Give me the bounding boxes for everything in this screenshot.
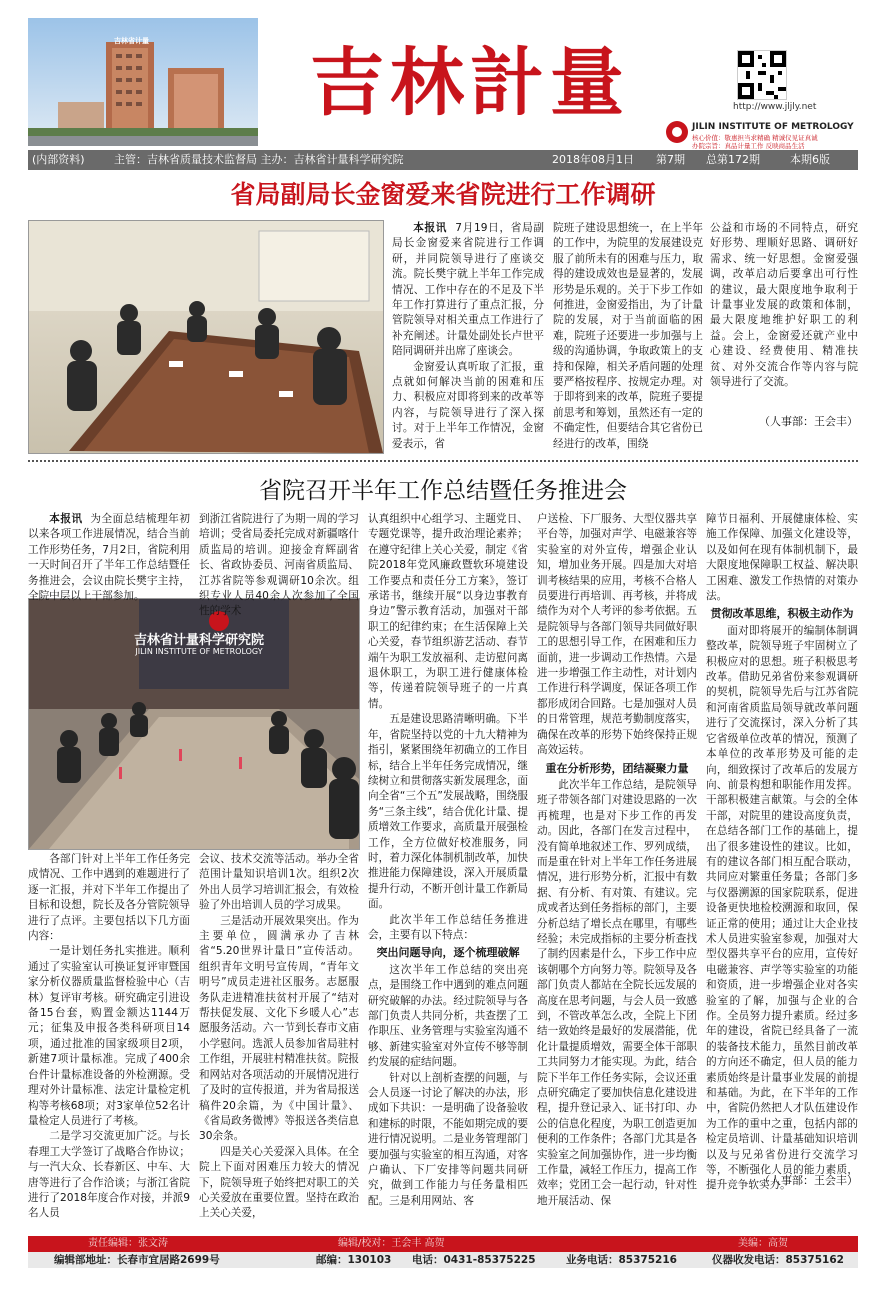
article2-c3-p5: 针对以上剖析查摆的问题，与会人员逐一讨论了解决的办法，形成如下共识：一是明确了设备验收和建标的时限，不能如期完成的要进行情况说明。二是业务管理部门要加强与实验室的相互沟通，对客户确认、下厂安排等问题共同研究，做到工作能力与任务量相匹配。三是利用网站、客 [368, 1071, 528, 1207]
newspaper-title: 吉林計量 [310, 40, 630, 126]
article1-col3 [710, 221, 858, 391]
article1-col2 [553, 221, 703, 455]
article2-c2-p1: 会议、技术交流等活动。举办全省范围计量知识培训1次。组织2次外出人员学习培训汇报会，有效检验了外出培训人员的学习成果。 [199, 853, 359, 912]
article2-headline: 省院召开半年工作总结暨任务推进会 [259, 478, 627, 504]
article2-c3-subhead: 突出问题导向，逐个梳理破解 [376, 946, 520, 960]
article2-c4-subhead: 重在分析形势，团结凝聚力量 [545, 761, 689, 775]
institute-en: JILIN INSTITUTE OF METROLOGY [692, 122, 854, 132]
info-bar [28, 150, 858, 170]
photo-banner-cn: 吉林省计量科学研究院 [133, 633, 264, 648]
sponsor-info: 主管：吉林省质量技术监督局 主办：吉林省计量科学研究院 [114, 153, 404, 166]
article2-c2-p2: 三是活动开展效果突出。作为主要单位，圆满承办了吉林省“5.20世界计量日”宣传活动。组织青年文明号宣传周，“青年文明号”成员走进社区服务。志愿服务队走进精准扶贫村开展了“结对帮扶促发展、文化下乡暖人心”志愿服务活动。六一节到长春市文庙小学慰问。选派人员参加省局驻村工作组，开展驻村精准扶贫。院报和网站对各项活动的开展情况进行了及时的宣传报道，并为省局报送稿件20余篇，为《中国计量》、《省局政务微博》等报送各类信息30余条。 [199, 914, 359, 1143]
article2-c3-p4: 这次半年工作总结的突出亮点，是围绕工作中遇到的难点问题研究破解的办法。经过院领导与各部门负责人共同分析，共查摆了工作职压、业务管理与实验室沟通不够、新建实验室对外宣传不够等制约发展的症结问题。 [368, 963, 528, 1069]
article2-c3-p1: 认真组织中心组学习、主题党日、专题党课等，提升政治理论素养；在遵守纪律上关心关爱，制定《省院2018年党风廉政暨软环境建设工作要点和责任分工方案》，签订承诺书，继续开展“以身边事教育身边”警示教育活动，加强对干部职工的纪律约束；在生活保障上关心关爱，春节组织游艺活动、春节端午为职工发放福利、走访慰问离退休职工，为职工进行健康体检等，传递着院领导班子的一片真情。 [368, 513, 528, 710]
footer-contact-bar [28, 1252, 858, 1268]
postcode: 邮编：130103 [316, 1254, 392, 1266]
article1-col3-text: 公益和市场的不同特点，研究好形势、理顺好思路、调研好需求、统一好思想。金窗爱强调，改革启动后要拿出可行性的建议，最大限度地争取利于计量事业发展的政策和体制，最大限度地维护好职工的利益。会上，金窗爱还就产业中心建设、经费使用、精准扶贫、对外交流合作等内容与院领导进行了交流。 [710, 222, 858, 389]
article2-c2-bottom [199, 852, 359, 1230]
editor-proofreader: 编辑/校对：王会丰 高贺 [338, 1238, 445, 1249]
article2-c1-top [28, 512, 191, 603]
qr-code [737, 50, 787, 100]
article2-c1-top-text: 为全面总结梳理年初以来各项工作进展情况，结合当前工作形势任务，7月2日，省院利用一天时间召开了半年工作总结暨任务推进会，会议由院长樊宇主持，全院中层以上干部参加。 [28, 513, 191, 603]
footer-credits-bar [28, 1236, 858, 1252]
section-divider [28, 460, 858, 462]
article1-col2-text: 院班子建设思想统一，在上半年的工作中，为院里的发展建设克服了前所未有的困难与压力，取得的建设成效也是显著的，发展形势是乐观的。关于下步工作如何推进，金窗爱指出，为了计量院的发展，对于当前面临的困难，院班子还要进一步加强与上级的沟通协调，争取政策上的支持和保障，相关矛盾问题的处理要严格按程序、按规定办理。对于即将到来的改革，院班子要提前思考和筹划，虽然还有一定的不确定性，但要结合其它省份已经进行的改革，围绕 [553, 222, 703, 450]
institute-logo [666, 121, 688, 143]
article1-lead: 本报讯 [413, 222, 448, 234]
art-editor: 美编：高贺 [738, 1238, 788, 1249]
phone: 电话：0431-85375225 [412, 1254, 536, 1266]
motto-line-2: 办院宗旨：真品计量工作 反映商品生活 [692, 142, 805, 150]
article2-photo [28, 598, 360, 850]
article2-c4-p1: 户送检、下厂服务、大型仪器共享平台等，加强对声学、电磁兼容等实验室的对外宣传，增强企业认知，增加业务开展。四是加大对培训考核结果的应用，考核不合格人员要进行再培训、再考核，并将成绩作为对个人考评的参考依据。五是院领导与各部门领导共同做好职工的思想引导工作，在困难和压力面前，进一步调动工作热情。六是进一步增强工作主动性，对计划内工作进行科学调度，保证各项工作都形成闭合回路。七是加强对人员的日常管理，规范考勤制度落实，确保在改革的形势下始终保持正规高效运转。 [537, 513, 697, 757]
article2-c4 [537, 512, 697, 1230]
page-count: 本期6版 [790, 153, 830, 166]
article2-c1-p1: 各部门针对上半年工作任务完成情况、工作中遇到的难题进行了逐一汇报，并对下半年工作提出了目标和设想，院长及各分管院领导进行了点评。主要包括以下几方面内容： [28, 853, 190, 943]
article2-c2-top-text: 到浙江省院进行了为期一周的学习培训；受省局委托完成对新疆喀什质监局的培训。迎接金育辉副省长、省政协委员、河南省质监局、江苏省院等参观调研10余次。组织专业人员40余人次参加了全国性的学术 [199, 513, 359, 618]
article1-headline: 省局副局长金窗爱来省院进行工作调研 [230, 180, 656, 209]
article1-byline: （人事部：王会丰） [759, 415, 858, 428]
article2-c3-p3: 此次半年工作总结任务推进会，主要有以下特点： [368, 913, 528, 941]
article2-byline: （人事部：王会丰） [759, 1174, 858, 1187]
article2-c1-bottom [28, 852, 190, 1230]
photo-banner-en: JILIN INSTITUTE OF METROLOGY [135, 647, 263, 656]
article2-lead: 本报讯 [49, 513, 83, 525]
responsible-editor: 责任编辑：张文涛 [88, 1238, 168, 1249]
instrument-phone: 仪器收发电话：85375162 [712, 1254, 844, 1266]
editorial-address: 编辑部地址：长春市宜居路2699号 [54, 1254, 220, 1266]
internal-label: (内部资料) [32, 153, 85, 166]
article2-c1-p2: 一是计划任务扎实推进。顺利通过了实验室认可换证复评审暨国家分析仪器质量监督检验中心（吉林）复评审考核。研究确定引进设备15台套，购置金额达1144万元；征集及申报各类科研项目14项，通过批准的国家级项目2项，新建7项计量标准。完成了400余台件计量标准设备的外检溯源。受理对外计量标准、法定计量检定机构等考核68项；对3家单位52名计量检定人员进行了考核。 [28, 945, 190, 1127]
article2-c5-subhead: 贯彻改革思维，积极主动作为 [710, 607, 854, 621]
article2-c5-p2: 面对即将展开的编制体制调整改革，院领导班子牢固树立了积极应对的思想。班子积极思考改革。借助兄弟省份来参观调研的契机，院领导先后与江苏省院和河南省质监局领导就改革问题进行了交流探讨，深入分析了其它省级单位改革的情况，预测了本单位的改革形势及可能的走向，细致探讨了改革后的发展方向、前景构想和职能作用发挥。干部积极建言献策。与会的全体干部，对院里的建设高度负责，在总结各部门工作的基础上，提出了很多建设性的建议。比如，有的建议各部门相互配合联动，共同应对繁重任务量；各部门多与仪器溯源的国家院联系，促进设备更快地检校溯源和取回，保证正常的使用；通过让大企业技术人员进实验室参观，加强对大型仪器共享平台的应用，宣传好电磁兼容、声学等实验室的功能和资质，进一步增强企业对各实验室的了解，加强与企业的合作。全员努力提升素质。经过多年的建设，省院已经具备了一流的装备技术能力，虽然目前改革的方向还不确定，但人员的能力素质始终是计量事业发展的前提和基础。为此，在下半年的工作中，省院仍然把人才队伍建设作为工作的重中之重，包括内部的检定员培训、计量基础知识培训以及与兄弟省份进行交流学习等，不断强化人员的能力素质，提升竞争软实力。 [706, 624, 858, 1192]
motto-line-1: 核心价值：敬惠担当求精确 精诚仪见证真诚 [692, 134, 818, 142]
article2-c1-p3: 二是学习交流更加广泛。与长春理工大学签订了战略合作协议；与一汽大众、长春新区、中车、大唐等进行了合作洽谈；与浙江省院进行了2018年度合作对接，并派9名人员 [28, 1130, 190, 1220]
article1-photo [28, 220, 384, 454]
article1-col1-p2: 金窗爱认真听取了汇报，重点就如何解决当前的困难和压力、积极应对即将到来的改革等内容，与院领导进行了深入探讨。对于上半年工作情况，金窗爱表示，省 [392, 360, 544, 450]
article2-c2-top [199, 512, 359, 618]
article1-col1-p1: 7月19日，省局副局长金窗爱来省院进行工作调研，并同院领导进行了座谈交流。院长樊宇就上半年工作完成情况、工作中存在的不足及下半年工作打算进行了重点汇报，分管院领导对相关重点工作进行了补充阐述。计量处副处长卢世平陪同调研并出席了座谈会。 [392, 222, 544, 358]
total-issue: 总第172期 [706, 153, 760, 166]
issue-number: 第7期 [656, 153, 685, 166]
building-illustration [28, 18, 258, 146]
business-phone: 业务电话：85375216 [566, 1254, 677, 1266]
article2-c3-p2: 五是建设思路清晰明确。下半年，省院坚持以党的十九大精神为指引，紧紧围绕年初确立的工作目标，结合上半年任务完成情况，继续树立和贯彻落实新发展理念，面向全省“三个五”发展战略，围绕服务“三条主线”，结合优化计量、提质增效工作要求，高质量开展强检工作，全方位做好校准服务，同时，着力深化体制机制改革，加快推进能力保障建设，深入开展质量提升行动，不断开创计量工作新局面。 [368, 713, 528, 911]
masthead [0, 0, 886, 150]
article2-c3 [368, 512, 528, 1230]
article2-c2-p3: 四是关心关爱深入具体。在全院上下面对困难压力较大的情况下，院领导班子始终把对职工的关心关爱放在重要位置。坚持在政治上关心关爱， [199, 1145, 359, 1220]
issue-date: 2018年08月1日 [552, 153, 634, 166]
article1-col1 [392, 221, 544, 455]
article2-c4-p2: 此次半年工作总结，是院领导班子带领各部门对建设思路的一次再梳理，也是对下步工作的再发动。因此，各部门在发言过程中，没有简单地叙述工作、罗列成绩，而是重在针对上半年工作任务进展情况，进行形势分析，汇报中有数据、有分析、有对策、有建议。完成或者达到任务指标的部门，主要分析总结了增长点在哪里，有哪些经验；未完成指标的主要分析查找了制约因素是什么，下步工作中应该朝哪个方向努力等。院领导及各部门负责人都站在全院长远发展的高度在思考问题，与会人员一致感到，不管改革怎么改，全院上下团结一致始终是最好的发展潜能，优化计量提质增效，需要全体干部职工共同努力才能实现。为此，结合院下半年工作任务实际，会议还重点研究确定了要加快信息化建设进程，提升登记录入、证书打印、办公的信息化程度，为职工创造更加便利的工作条件；各部门尤其是各实验室之间加强协作，进一步均衡工作量，减轻工作压力，提高工作效率；党团工会一起行动，针对性地开展活动、保 [537, 778, 697, 1207]
building-sign: 吉林省计量 [114, 37, 149, 45]
article2-c5-p1: 障节日福利、开展健康体检、实施工作保障、加强文化建设等，以及如何在现有体制机制下，最大限度地保障职工权益、解决职工困难、激发工作热情的对策办法。 [706, 513, 858, 603]
website-url[interactable]: http://www.jljly.net [733, 102, 817, 112]
